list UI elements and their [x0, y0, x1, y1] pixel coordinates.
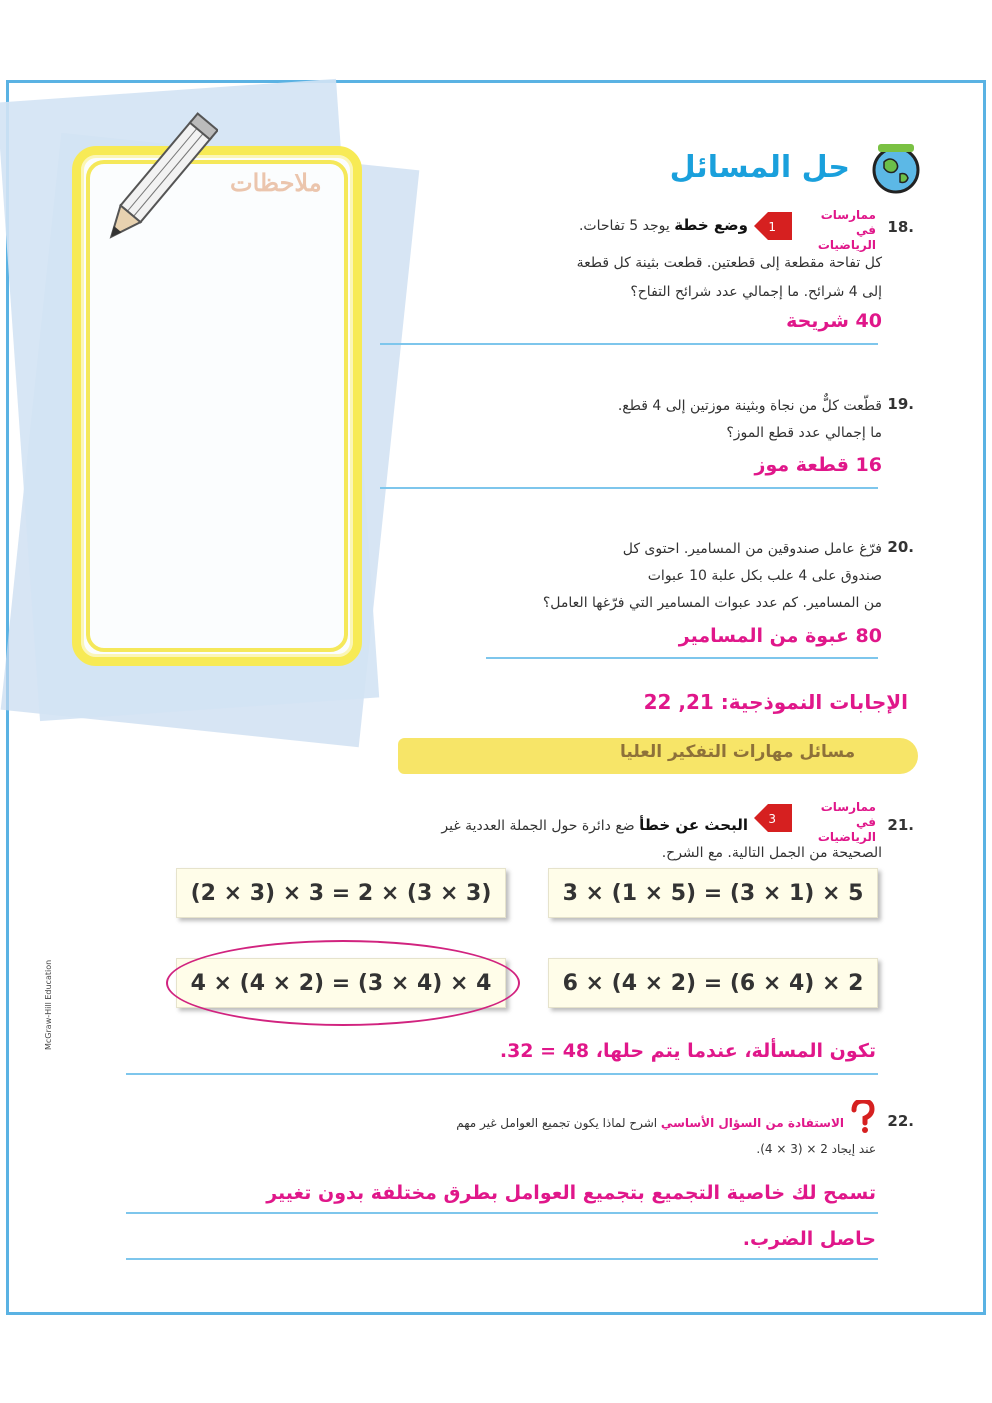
- model-answers-label: الإجابات النموذجية: 21, 22: [643, 690, 908, 714]
- question-lead: [448, 212, 748, 240]
- answer-text: حاصل الضرب.: [742, 1228, 876, 1250]
- question-text: فرّغ عامل صندوقين من المسامير. احتوى كل: [622, 541, 882, 557]
- answer-line: [380, 487, 878, 489]
- svg-text:1: 1: [768, 220, 776, 234]
- question-text: اشرح لماذا يكون تجميع العوامل غير مهم: [456, 1116, 658, 1130]
- question-mark-icon: [850, 1100, 876, 1134]
- question-lead: [244, 1110, 844, 1137]
- answer-circle: [166, 940, 520, 1026]
- question-text: ضع دائرة حول الجملة العددية غير: [441, 818, 635, 834]
- pencil-icon: [88, 112, 218, 262]
- question-text: صندوق على 4 علب بكل علبة 10 عبوات: [647, 568, 882, 584]
- highlight-banner-text: مسائل مهارات التفكير العليا: [620, 742, 856, 762]
- answer-text: تكون المسألة، عندما يتم حلها، 48 = 32.: [499, 1040, 876, 1062]
- question-text: إلى 4 شرائح. ما إجمالي عدد شرائح التفاح؟: [630, 284, 882, 300]
- equation-card: 3 × (1 × 5) = (3 × 1) × 5: [548, 868, 878, 918]
- answer-line: [126, 1073, 878, 1075]
- question-number: 18.: [887, 218, 914, 236]
- svg-text:3: 3: [768, 812, 776, 826]
- equation-card-circled: 4 × (4 × 2) = (3 × 4) × 4: [176, 958, 506, 1008]
- section-title: حل المسائل: [669, 150, 850, 185]
- question-text: ما إجمالي عدد قطع الموز؟: [726, 425, 882, 441]
- question-text: يوجد 5 تفاحات.: [578, 218, 670, 234]
- question-number: 19.: [887, 395, 914, 413]
- answer-line: [126, 1212, 878, 1214]
- answer-line: [126, 1258, 878, 1260]
- answer-text: 80 عبوة من المسامير: [678, 625, 882, 647]
- answer-line: [380, 343, 878, 345]
- equation-card: (2 × 3) × 3 = 2 × (3 × 3): [176, 868, 506, 918]
- question-number: 22.: [887, 1112, 914, 1130]
- strategy-label: البحث عن خطأ: [639, 816, 748, 834]
- question-text: كل تفاحة مقطعة إلى قطعتين. قطعت بثينة كل قطعة: [576, 255, 882, 271]
- question-number: 21.: [887, 816, 914, 834]
- question-text: من المسامير. كم عدد عبوات المسامير التي فرّغها العامل؟: [542, 595, 882, 611]
- question-lead: [188, 812, 748, 840]
- practice-label: ممارسات في الرياضيات: [817, 800, 876, 844]
- answer-text: 40 شريحة: [786, 310, 882, 332]
- question-text: قطّعت كلٌّ من نجاة وبثينة موزتين إلى 4 قطع.: [617, 398, 882, 414]
- equation-card: 6 × (4 × 2) = (6 × 4) × 2: [548, 958, 878, 1008]
- question-text: عند إيجاد 2 × (3 × 4).: [756, 1142, 876, 1156]
- globe-icon: [868, 140, 924, 196]
- question-text: الصحيحة من الجمل التالية. مع الشرح.: [661, 845, 882, 861]
- notepad-label: ملاحظات: [230, 168, 322, 197]
- answer-text: تسمح لك خاصية التجميع بتجميع العوامل بطرق مختلفة بدون تغيير: [266, 1182, 876, 1204]
- strategy-label: وضع خطة: [674, 216, 748, 234]
- publisher-credit: McGraw-Hill Education: [44, 960, 53, 1051]
- arrow-badge-icon: [754, 804, 792, 832]
- arrow-badge-icon: [754, 212, 792, 240]
- essential-question-label: الاستفادة من السؤال الأساسي: [660, 1116, 844, 1130]
- answer-line: [486, 657, 878, 659]
- question-number: 20.: [887, 538, 914, 556]
- practice-label: ممارسات في الرياضيات: [817, 208, 876, 252]
- answer-text: 16 قطعة موز: [754, 454, 882, 476]
